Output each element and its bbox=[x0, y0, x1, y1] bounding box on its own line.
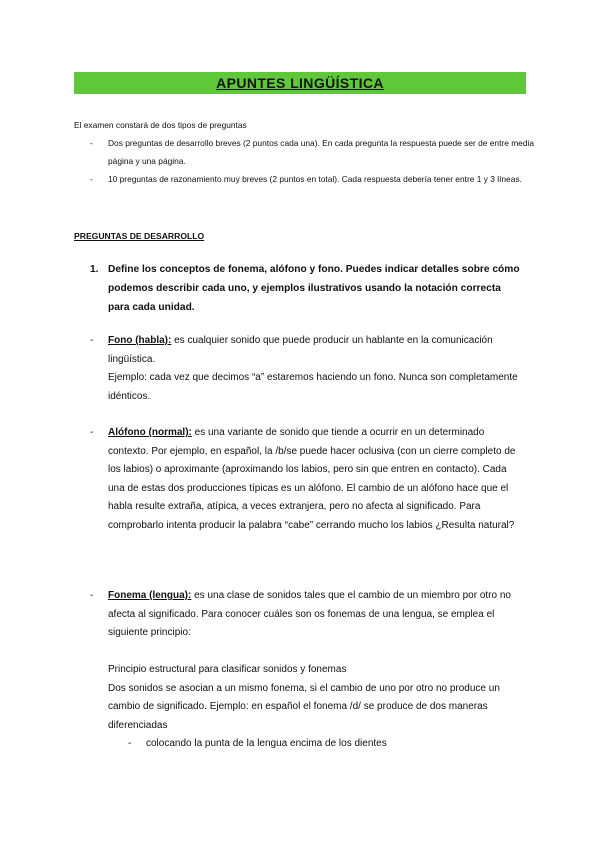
fonema-subitem: colocando la punta de la lengua encima de los dientes bbox=[146, 738, 387, 749]
principle-title: Principio estructural para clasificar sonidos y fonemas bbox=[108, 664, 347, 675]
intro-lead: El examen constará de dos tipos de preguntas bbox=[74, 120, 247, 130]
alofono-definition bbox=[108, 424, 520, 535]
bullet-dash: - bbox=[90, 174, 93, 184]
bullet-dash: - bbox=[90, 590, 94, 601]
fono-definition bbox=[108, 332, 520, 369]
intro-list bbox=[74, 134, 534, 188]
term-alofono: Alófono (normal): bbox=[108, 427, 192, 438]
spacer bbox=[108, 643, 520, 662]
document-title: APUNTES LINGÜÍSTICA bbox=[216, 75, 384, 91]
definition-alofono bbox=[90, 424, 520, 535]
bullet-dash: - bbox=[90, 138, 93, 148]
bullet-dash: - bbox=[90, 335, 94, 346]
bullet-dash: - bbox=[128, 738, 132, 749]
definition-fonema bbox=[90, 587, 520, 754]
question-number: 1. bbox=[90, 264, 99, 275]
title-banner bbox=[74, 72, 526, 94]
definition-fono bbox=[90, 332, 520, 406]
alofono-text: es una variante de sonido que tiende a ocurrir en un determinado contexto. Por ejemplo, en español, la /b/se puede hacer oclusiva (con un cierre completo de los labios) o aproximante (aproximando los labios, pero sin que entren en contacto). Cada una de estas dos producciones típicas es un alófono. El cambio de un alófono hace que el habla resulte extraña, atípica, a veces extranjera, pero no afecta al significado. Para comprobarlo intenta producir la palabra “cabe” cerrando mucho los labios ¿Resulta natural? bbox=[108, 427, 516, 531]
fonema-text: es una clase de sonidos tales que el cambio de un miembro por otro no afecta al significado. Para conocer cuáles son os fonemas de una lengua, se emplea el siguiente principio: bbox=[108, 590, 511, 638]
exam-intro bbox=[74, 116, 534, 188]
principle-text: Dos sonidos se asocian a un mismo fonema, si el cambio de uno por otro no produce un cambio de significado. Ejemplo: en español el fonema /d/ se produce de dos maneras diferenciadas bbox=[108, 682, 500, 731]
question-1 bbox=[90, 260, 520, 317]
term-fonema: Fonema (lengua): bbox=[108, 590, 192, 601]
question-text: Define los conceptos de fonema, alófono y fono. Puedes indicar detalles sobre cómo podemos describir cada uno, y ejemplos ilustrativos usando la notación correcta para cada unidad. bbox=[108, 264, 520, 313]
list-item bbox=[108, 735, 520, 754]
fono-text: es cualquier sonido que puede producir un hablante en la comunicación lingüística. bbox=[108, 335, 493, 365]
intro-item-text: Dos preguntas de desarrollo breves (2 puntos cada una). En cada pregunta la respuesta puede ser de entre media página y una página. bbox=[108, 138, 535, 166]
intro-item-text: 10 preguntas de razonamiento muy breves (2 puntos en total). Cada respuesta debería tener entre 1 y 3 líneas. bbox=[108, 174, 522, 184]
list-item bbox=[74, 170, 534, 188]
term-fono: Fono (habla): bbox=[108, 335, 172, 346]
fonema-definition bbox=[108, 587, 520, 643]
section-title: PREGUNTAS DE DESARROLLO bbox=[74, 231, 205, 241]
list-item bbox=[74, 134, 534, 170]
bullet-dash: - bbox=[90, 427, 94, 438]
fono-example: Ejemplo: cada vez que decimos “a” estaremos haciendo un fono. Nunca son completamente idénticos. bbox=[108, 372, 518, 402]
